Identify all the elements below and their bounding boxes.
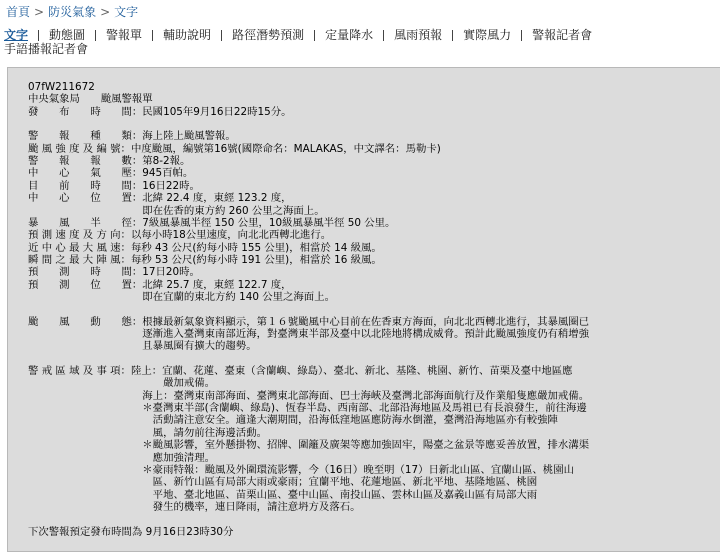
- report-line: 中央氣象局 颱風警報單: [28, 93, 153, 106]
- tab-qpf[interactable]: 定量降水: [325, 28, 374, 42]
- tab-wind-rain-forecast[interactable]: 風雨預報: [394, 28, 443, 42]
- tab-press-conference[interactable]: 警報記者會: [532, 28, 593, 42]
- report-line: 暴 風 半 徑：7級風暴風半徑 150 公里，10級風暴風半徑 50 公里。: [28, 216, 396, 229]
- report-line: 瞬 間 之 最 大 陣 風：每秒 53 公尺(約每小時 191 公里)，相當於 16 級風。: [28, 254, 382, 267]
- report-line: 且暴風圈有擴大的趨勢。: [28, 340, 257, 353]
- tab-row: [4, 28, 720, 42]
- report-line: 警 報 種 類：海上陸上颱風警報。: [28, 130, 236, 143]
- report-line: 即在宜蘭的東北方約 140 公里之海面上。: [28, 291, 335, 304]
- tab-track-forecast[interactable]: 路徑潛勢預測: [232, 28, 305, 42]
- report-line: 即在佐香的東方約 260 公里之海面上。: [28, 204, 325, 217]
- report-line: 發 布 時 間：民國105年9月16日22時15分。: [28, 105, 292, 118]
- breadcrumb: [6, 3, 138, 20]
- warning-report-text: [28, 81, 708, 538]
- report-line: 活動請注意安全。適逢大潮期間，沿海低窪地區應防海水倒灌，臺灣沿海地區亦有較強陣: [28, 414, 558, 427]
- tab-bar: [4, 28, 720, 56]
- tab-divider: [95, 30, 96, 41]
- report-line: 海上：臺灣東南部海面、臺灣東北部海面、巴士海峽及臺灣北部海面航行及作業船隻應嚴加戒備。: [28, 389, 590, 402]
- report-line: 風，請勿前往海邊活動。: [28, 426, 267, 439]
- report-line: 颱 風 強 度 及 編 號：中度颱風，編號第16號(國際命名：MALAKAS，中文譯名：馬勒卡): [28, 142, 441, 155]
- tab-row: [4, 42, 720, 56]
- report-line: 預 測 位 置：北緯 25.7 度，東經 122.7 度，: [28, 278, 292, 291]
- report-line: [28, 304, 708, 316]
- tab-warning-sheet[interactable]: 警報單: [106, 28, 143, 42]
- report-line: 預 測 時 間：17日20時。: [28, 266, 200, 279]
- tab-help[interactable]: 輔助說明: [163, 28, 212, 42]
- report-line: 預 測 速 度 及 方 向：以每小時18公里速度，向北北西轉北進行。: [28, 229, 332, 242]
- report-line: 應加強清理。: [28, 451, 216, 464]
- report-line: 颱 風 動 態：根據最新氣象資料顯示，第１６號颱風中心目前在佐香東方海面，向北北西轉北進行，其暴風圈已: [28, 315, 590, 328]
- warning-report-panel: [7, 67, 720, 552]
- report-line: 逐漸進入臺灣東南部近海，對臺灣東半部及臺中以北陸地將構成威脅。預計此颱風強度仍有稍增強: [28, 328, 590, 341]
- tab-actual-wind[interactable]: 實際風力: [463, 28, 512, 42]
- tab-divider: [452, 30, 453, 41]
- breadcrumb-current: 文字: [114, 5, 139, 19]
- report-line: 下次警報預定發布時間為 9月16日23時30分: [28, 525, 234, 538]
- report-line: 區、新竹山區有局部大雨或豪雨；宜蘭平地、花蓮地區、新北平地、基隆地區、桃園: [28, 476, 538, 489]
- breadcrumb-separator: >: [100, 5, 111, 19]
- report-line: 近 中 心 最 大 風 速：每秒 43 公尺(約每小時 155 公里)，相當於 14 級風。: [28, 241, 382, 254]
- tab-divider: [314, 30, 315, 41]
- tab-divider: [521, 30, 522, 41]
- report-line: ＊臺灣東半部(含蘭嶼、綠島)、恆春半島、西南部、北部沿海地區及馬祖已有長浪發生，前往海邊: [28, 401, 587, 414]
- breadcrumb-disaster-weather-link[interactable]: 防災氣象: [48, 5, 97, 19]
- report-line: 警 報 報 數：第8-2報。: [28, 154, 191, 167]
- report-line: [28, 514, 708, 526]
- breadcrumb-home-link[interactable]: 首頁: [6, 5, 31, 19]
- report-line: ＊颱風影響，室外懸掛物、招牌、圍籬及廣架等應加強固牢，陽臺之盆景等應妥善放置，排水溝渠: [28, 439, 590, 452]
- report-line: ＊豪雨特報：颱風及外圍環流影響，今（16日）晚至明（17）日新北山區、宜蘭山區、桃園山: [28, 463, 574, 476]
- tab-divider: [38, 30, 39, 41]
- tab-sign-language-conference[interactable]: 手語播報記者會: [4, 42, 89, 56]
- report-line: [28, 118, 708, 130]
- report-line: 警 戒 區 域 及 事 項：陸上：宜蘭、花蓮、臺東（含蘭嶼、綠島）、臺北、新北、基隆、桃園、新竹、苗栗及臺中地區應: [28, 364, 573, 377]
- report-line: 中 心 位 置：北緯 22.4 度，東經 123.2 度，: [28, 192, 292, 205]
- report-line: 中 心 氣 壓：945百帕。: [28, 167, 194, 180]
- report-line: 07fW211672: [28, 81, 95, 93]
- breadcrumb-separator: >: [34, 5, 45, 19]
- tab-divider: [221, 30, 222, 41]
- report-line: 發生的機率，連日降雨，請注意坍方及落石。: [28, 501, 361, 514]
- tab-divider: [383, 30, 384, 41]
- report-line: 平地、臺北地區、苗栗山區、臺中山區、南投山區、雲林山區及嘉義山區有局部大雨: [28, 488, 538, 501]
- tab-animation[interactable]: 動態圖: [49, 28, 86, 42]
- tab-text[interactable]: 文字: [4, 28, 29, 42]
- report-line: 目 前 時 間：16日22時。: [28, 179, 200, 192]
- tab-divider: [152, 30, 153, 41]
- report-line: 嚴加戒備。: [28, 377, 216, 390]
- report-line: [28, 353, 708, 365]
